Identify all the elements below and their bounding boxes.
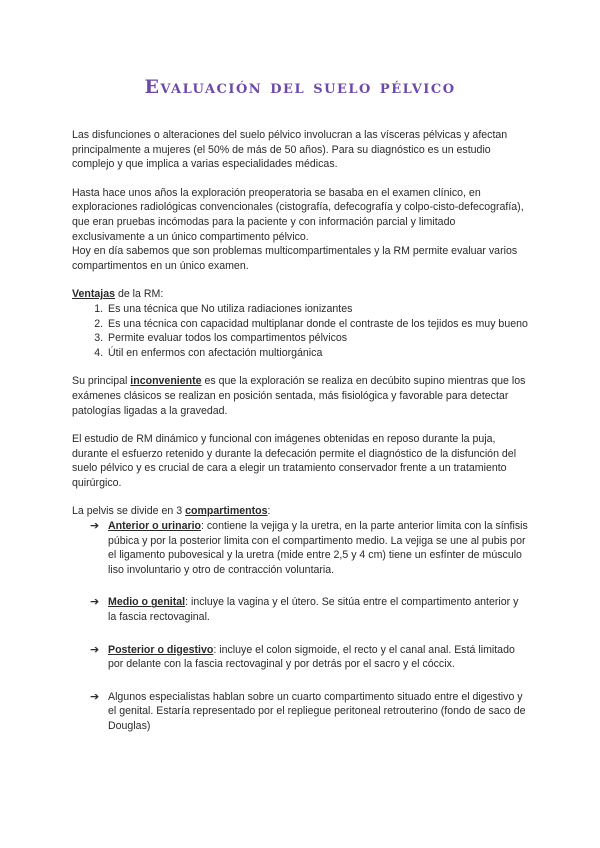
compartimento-text: : incluye la vagina y el útero. Se sitúa entre el compartimento anterior y la fascia rectovaginal.: [108, 596, 519, 624]
compartimentos-before: La pelvis se divide en 3: [72, 505, 186, 518]
document-body: [72, 128, 528, 752]
ventajas-label: Ventajas: [72, 288, 115, 301]
inconveniente-after: es que la exploración se realiza en decúbito supino mientras que los exámenes clásicos se realizan en posición sentada, más fisiológica y favorable para detectar patologías ligadas a la gravedad.: [72, 375, 526, 417]
compartimentos-heading: [72, 504, 528, 519]
compartimento-text: : contiene la vejiga y la uretra, en la parte anterior limita con la sínfisis púbica y por la posterior limita con el compartimento medio. La vejiga se une al pubis por el ligamento pubovesical y la uretra (mide entre 2,5 y 4 cm) tiene un esfínter de músculo liso involuntario y otro de contracción voluntaria.: [108, 520, 528, 576]
arrow-right-icon: ➔: [90, 520, 100, 533]
compartimentos-label: compartimentos: [185, 505, 268, 518]
inconveniente-paragraph: [72, 374, 528, 418]
compartimentos-list: [72, 519, 528, 734]
ventajas-heading-rest: de la RM:: [115, 288, 164, 301]
list-item: 3. Permite evaluar todos los compartimentos pélvicos: [106, 331, 528, 346]
list-item: [90, 519, 528, 577]
ventajas-heading: [72, 287, 528, 302]
arrow-right-icon: ➔: [90, 596, 100, 609]
compartimentos-after: :: [267, 505, 271, 518]
dinamico-paragraph: El estudio de RM dinámico y funcional con imágenes obtenidas en reposo durante la puja, durante el esfuerzo retenido y durante la defecación permite el diagnóstico de la disfunción del suelo pélvico y es crucial de cara a elegir un tratamiento conservador frente a un tratamiento quirúrgico.: [72, 433, 517, 489]
intro-paragraph-3: Hoy en día sabemos que son problemas multicompartimentales y la RM permite evaluar varios compartimentos en un único examen.: [72, 245, 518, 272]
list-item: 1. Es una técnica que No utiliza radiaciones ionizantes: [106, 302, 528, 317]
list-item: [90, 690, 528, 734]
page-title: Evaluación del suelo pélvico: [144, 76, 456, 98]
intro-paragraph-1: Las disfunciones o alteraciones del suelo pélvico involucran a las vísceras pélvicas y afectan principalmente a mujeres (el 50% de más de 50 años). Para su diagnóstico es un estudio complejo y que implica a varias especialidades médicas.: [72, 129, 508, 171]
list-item: [90, 643, 528, 672]
list-item: 2. Es una técnica con capacidad multiplanar donde el contraste de los tejidos es muy bueno: [106, 317, 528, 332]
inconveniente-before: Su principal: [72, 375, 131, 388]
compartimento-name: Posterior o digestivo: [108, 643, 214, 656]
compartimento-text: Algunos especialistas hablan sobre un cuarto compartimento situado entre el digestivo y el genital. Estaría representado por el repliegue peritoneal retrouterino (fondo de saco de Douglas): [108, 690, 526, 732]
list-item: [90, 595, 528, 624]
arrow-right-icon: ➔: [90, 643, 100, 656]
list-item: 4. Útil en enfermos con afectación multiorgánica: [106, 346, 528, 361]
compartimento-name: Medio o genital: [108, 596, 186, 609]
inconveniente-label: inconveniente: [130, 375, 202, 388]
intro-paragraph-2: Hasta hace unos años la exploración preoperatoria se basaba en el examen clínico, en exploraciones radiológicas convencionales (cistografía, defecografía y colpo-cisto-defecografía), que eran pruebas incómodas para la paciente y con información parcial y limitado exclusivamente a un único compartimento pélvico.: [72, 186, 524, 243]
compartimento-name: Anterior o urinario: [108, 520, 201, 533]
arrow-right-icon: ➔: [90, 690, 100, 703]
ventajas-list: [72, 302, 528, 360]
compartimento-text: : incluye el colon sigmoide, el recto y el canal anal. Está limitado por delante con la fascia rectovaginal y por detrás por el sacro y el cóccix.: [108, 643, 515, 671]
